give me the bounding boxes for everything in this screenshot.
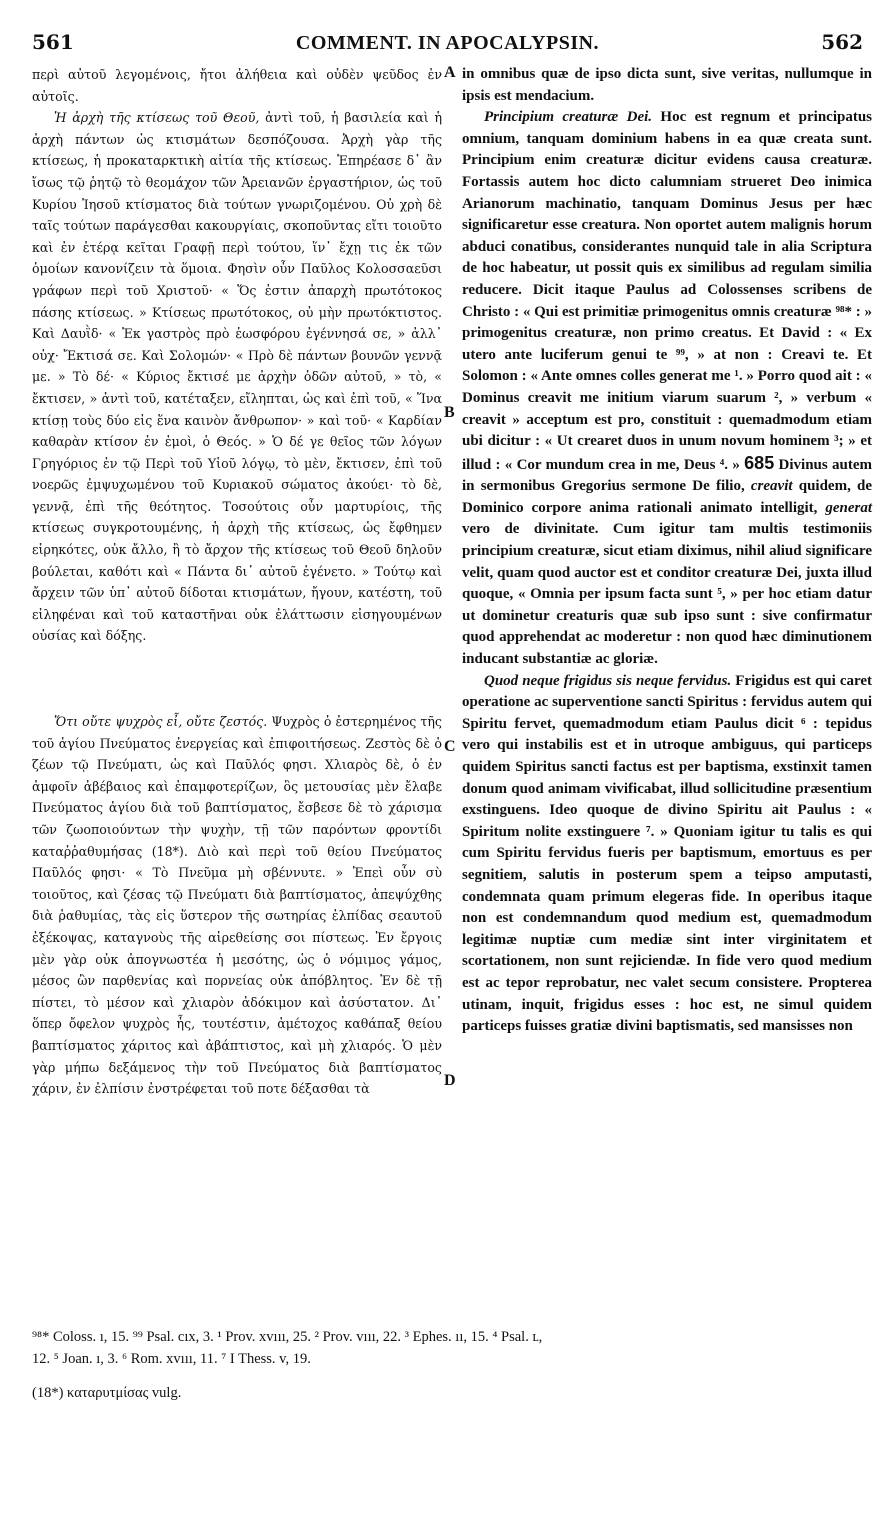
latin-lemma-2: Quod neque frigidus sis neque fervidus. <box>484 672 732 689</box>
latin-italic-creavit: creavit <box>750 478 793 495</box>
latin-body-1b: Divinus autem in sermonibus Gregorius sermone De filio, <box>462 456 873 495</box>
footnote-line-2: 12. ⁵ Joan. ı, 3. ⁶ Rom. xvııı, 11. ⁷ I Thess. v, 19. <box>32 1351 311 1367</box>
greek-lemma-1: Ἡ ἀρχὴ τῆς κτίσεως τοῦ Θεοῦ, <box>54 110 260 126</box>
margin-letter-d: D <box>444 1072 456 1089</box>
latin-paragraph-3 <box>462 671 872 1038</box>
footnotes <box>32 1326 867 1404</box>
footnote-line-1: ⁹⁸* Coloss. ı, 15. ⁹⁹ Psal. cıx, 3. ¹ Prov. xvııı, 25. ² Prov. vııı, 22. ³ Ephes. ıı, 15. ⁴ Psal. ʟ, <box>32 1329 543 1345</box>
greek-paragraph-3 <box>32 711 442 1100</box>
greek-body-2: Ψυχρὸς ὁ ἐστερημένος τῆς τοῦ ἁγίου Πνεύματος ἐνεργείας καὶ ἐπιφοιτήσεως. Ζεστὸς δὲ ὁ ζέων τῷ Πνεύματι, ὡς καὶ Παῦλός φησι. Χλιαρὸς δὲ, ὁ ἐν ἀμφοῖν ἀβέβαιος καὶ ἐπαμφοτερίζων, ὃς μετουσίας μὲν ἔλαβε Πνεύματος ἁγίου διὰ τοῦ βαπτίσματος, ἔσβεσε δὲ τὸ χάρισμα τῶν ζωοποιούντων τὴν ψυχὴν, τῇ τῶν παρόντων φροντίδι καταῤῥαθυμήσας (18*). Διὸ καὶ περὶ τοῦ θείου Πνεύματος Παῦλός φησι· « Τὸ Πνεῦμα μὴ σβέννυτε. » Ἐπεὶ οὖν σὺ τοιοῦτος, καὶ ζέσας τῷ Πνεύματι διὰ βαπτίσματος, ἀπεψύχθης διὰ ῥαθυμίας, τὰς εἰς ὕστερον τῆς σωτηρίας ἐλπίδας σεαυτοῦ ἐξέκοψας, καταγνοὺς τῆς αἱρεθείσης σοι πίστεως. Ἐν ἔργοις μὲν γὰρ οὐκ ἀπογνωστέα ἡ μεσότης, ὡς ὁ νόμιμος γάμος, μέσος ὢν παρθενίας καὶ πορνείας οὐκ ἀπόβλητος. Ἐν δὲ τῇ πίστει, τὸ μέσον καὶ χλιαρὸν ἀδόκιμον καὶ ἀσύστατον. Δι᾽ ὅπερ ὄφελον ψυχρὸς ἦς, τουτέστιν, ἀμέτοχος καθάπαξ θείου βαπτίσματος χάριτος καὶ ἀβάπτιστος, καὶ μὴ χλιαρός. Ὁ μὲν γὰρ μήπω δεξάμενος τὴν τοῦ Πνεύματος διὰ βαπτίσματος χάριν, ἐν ἐλπίσιν ἐνστρέφεται τοῦ ποτε δέξασθαι τὰ <box>32 714 442 1097</box>
latin-paragraph-1: in omnibus quæ de ipso dicta sunt, sive veritas, nullumque in ipsis est mendacium. <box>462 66 872 104</box>
greek-body-1: ἀντὶ τοῦ, ἡ βασιλεία καὶ ἡ ἀρχὴ πάντων ὡς κτισμάτων δεσπόζουσα. Ἀρχὴ γὰρ τῆς κτίσεως, ἡ προκαταρκτικὴ αἰτία τῆς κτίσεως. Ἐπηρέασε δ᾽ ἂν ἴσως τῷ ῥητῷ τὸ θεομάχον τῶν Ἀρειανῶν ἐργαστήριον, ὡς τοῦ Κυρίου Ἰησοῦ κτίσματος διὰ τούτων γνωριζομένου. Οὐ χρὴ δὲ ταῖς τούτων παράγεσθαι κακουργίαις, σκοποῦντας εἴτι τοιοῦτο καὶ ἐν ἑτέρᾳ κεῖται Γραφῇ περὶ τούτου, ἵν᾽ ἔχῃ τις ἐκ τῶν ὁμοίων κανονίζειν τὰ ὅμοια. Φησὶν οὖν Παῦλος Κολοσσαεῦσι γράφων περὶ τοῦ Χριστοῦ· « Ὅς ἐστιν ἀπαρχὴ πρωτότοκος πάσης κτίσεως. » Κτίσεως πρωτότοκος, οὐ μὴν πρωτόκτιστος. Καὶ Δαυῒδ· « Ἐκ γαστρὸς πρὸ ἑωσφόρου ἐγέννησά σε, » ἀλλ᾽ οὐχ· Ἔκτισά σε. Καὶ Σολομών· « Πρὸ δὲ πάντων βουνῶν γεννᾷ με. » Τὸ δέ· « Κύριος ἔκτισέ με ἀρχὴν ὁδῶν αὐτοῦ, » τὸ, « ἔκτισεν, » ἀντὶ τοῦ, κατέταξεν, εἴληπται, ὡς καὶ ἐπὶ τοῦ, « Ἵνα κτίσῃ τοὺς δύο εἰς ἕνα καινὸν ἄνθρωπον· » καὶ τοῦ· « Καρδίαν καθαρὰν κτίσον ἐν ἐμοὶ, ὁ Θεός. » Ὁ δέ γε θεῖος τῶν λόγων Γρηγόριος ἐν τῷ Περὶ τοῦ Υἱοῦ λόγῳ, τὸ μὲν, ἔκτισεν, ἐπὶ τοῦ νοερῶς ἐμψυχωμένου τοῦ Κυριακοῦ σώματος ἀκούει· τὸ δὲ, γεννᾷ, ἐπὶ τῆς θεότητος. Τοσούτοις οὖν μαρτυρίοις, τῆς κτίσεως συγκροτουμένης, ἡ ἀρχὴ τῆς κτίσεως, ὡς ἔφθημεν εἰρηκότες, οὐκ ἄλλο, ἢ τὸ ἄρχον τῆς κτίσεως τοῦ Θεοῦ δηλοῦν βούλεται, καθότι καὶ « Πάντα δι᾽ αὐτοῦ ἐγένετο. » Τούτῳ καὶ ἄρχειν τῶν ὑπ᾽ αὐτοῦ δίδοται κτισμάτων, ἤγουν, κατέστη, τοῦ εἰληφέναι καὶ τοῦ καταστῆναι οὐκ ἐλάττωσιν εἰσηγουμένων οὐσίας καὶ δόξης. <box>32 110 442 644</box>
margin-letter-c: C <box>444 738 456 755</box>
latin-column <box>462 64 872 1038</box>
greek-paragraph-1: περὶ αὐτοῦ λεγομένοις, ἤτοι ἀλήθεια καὶ οὐδὲν ψεῦδος ἐν αὐτοῖς. <box>32 67 442 104</box>
page-number-left: 561 <box>32 30 74 54</box>
greek-column <box>32 64 442 1100</box>
page-header <box>24 30 871 58</box>
footnote-variant: (18*) καταρυτμίσας vulg. <box>32 1385 182 1401</box>
latin-paragraph-2 <box>462 107 872 670</box>
column-number: 685 <box>744 452 775 473</box>
running-title: COMMENT. IN APOCALYPSIN. <box>295 32 600 54</box>
greek-paragraph-2 <box>32 107 442 647</box>
page-number-right: 562 <box>821 30 863 54</box>
margin-letter-a: A <box>444 64 456 81</box>
latin-body-1d: vero de divinitate. Cum igitur tam multis testimoniis principium creaturæ, sicut etiam diximus, nihil aliud significare velit, quam quod auctor est et conditor creaturæ Dei, juxta illud quoque, « Omnia per ipsum facta sunt ⁵, » per hoc etiam datur ut dominetur creaturis quæ sub ipso sunt : sive confirmatur quod apprehendat ac moderetur : non quod hæc diminutionem inducant substantiæ ac gloriæ. <box>462 521 872 668</box>
latin-body-1c: quidem, de Dominico corpore anima rationali animato intelligit, <box>462 478 873 516</box>
latin-body-1a: Hoc est regnum et principatus omnium, tanquam dominium habens in ea quæ creata sunt. Principium enim creaturæ dicitur evidens causa creaturæ. Fortassis autem hoc dicto calumniam strueret Deo inimica Arianorum machinatio, tanquam Dominus Jesus per hæc significaretur esse creatura. Non oportet autem malignis horum abduci conatibus, considerantes nunquid tale in alia Scriptura de hoc habeatur, ut possit quis ex similibus ad regulam similia reducere. Dicit itaque Paulus ad Colossenses scribens de Christo : « Qui est primitiæ primogenitus omnis creaturæ ⁹⁸* : » primogenitus creaturæ, non primo creatus. Et David : « Ex utero ante luciferum genui te ⁹⁹, » at non : Creavi te. Et Solomon : « Ante omnes colles generat me ¹. » Porro quod ait : « Dominus creavit me initium viarum suarum ², » verbum « creavit » acceptum est pro, constituit : quemadmodum etiam ubi dicitur : « Ut crearet duos in unum novum hominem ³; » et illud : « Cor mundum crea in me, Deus ⁴. » <box>462 109 873 473</box>
latin-lemma-1: Principium creaturæ Dei. <box>484 109 653 126</box>
latin-body-2: Frigidus est qui caret operatione ac superventione sancti Spiritus : fervidus autem qui Spiritu fervet, quemadmodum etiam Paulus dicit ⁶ : tepidus vero qui instabilis est et in utroque ambiguus, qui particeps quidem Spiritus sancti factus est per baptisma, exstinxit tamen donum quod animam vivificabat, illud sollicitudine præsentium exstinguens. Ideo quoque de divino Spiritu ait Paulus : « Spiritum nolite exstinguere ⁷. » Quoniam igitur tu talis es qui cum Spiritu fervidus fueris per baptismum, emortuus es per segnitiem, salutis in posterum spem a teipso amputasti, condemnata quam primum elegeras fide. In operibus itaque non est condemnandum quod medium est, quemadmodum legitimæ nuptiæ cum mediæ sint inter virginitatem et scortationem, non sunt rejiciendæ. In fide vero quod medium est ac tepor reprobatur, nec valet secum consistere. Propterea utinam, inquit, frigidus esses : hoc est, ne simul quidem particeps fuisses gratiæ divini baptismatis, sed mansisses non <box>462 672 873 1035</box>
greek-lemma-2: Ὅτι οὔτε ψυχρὸς εἶ, οὔτε ζεστός. <box>54 714 268 730</box>
margin-letter-b: B <box>444 404 455 421</box>
latin-italic-generat: generat <box>825 499 873 516</box>
